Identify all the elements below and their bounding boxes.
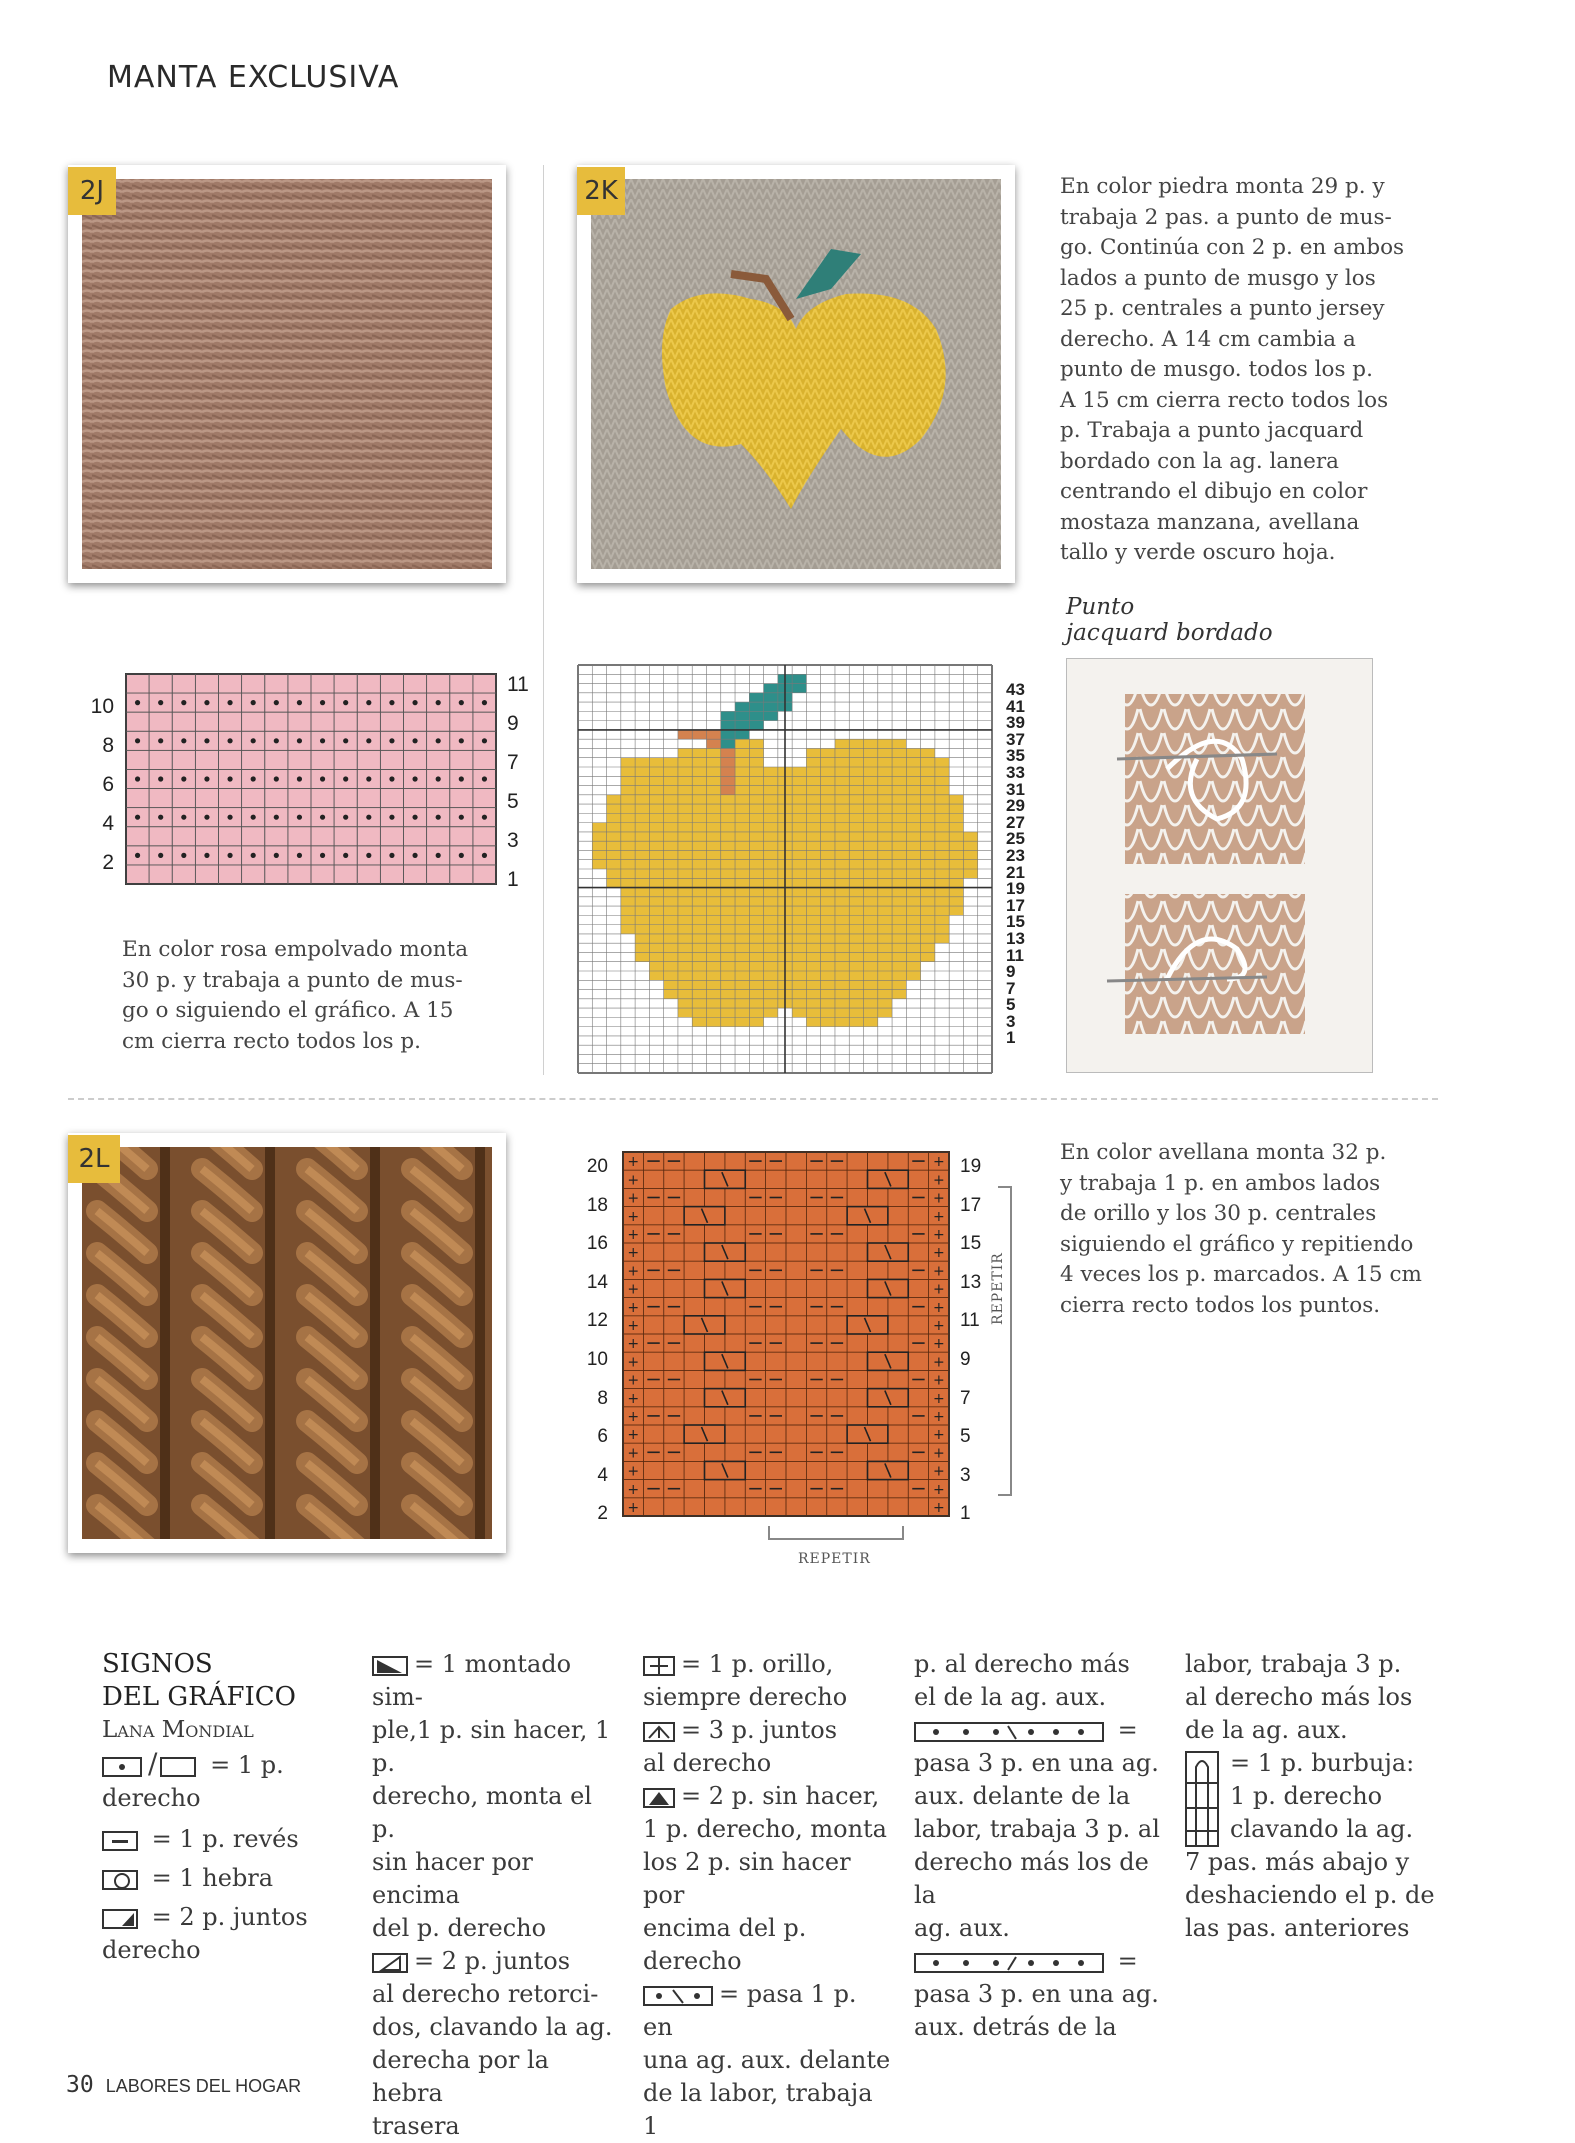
selvedge-mark: + [932, 1390, 945, 1407]
purl-dot [366, 738, 371, 743]
purl-dot [343, 776, 348, 781]
purl-dot [389, 738, 394, 743]
purl-dot [436, 776, 441, 781]
purl-dot [135, 738, 140, 743]
purl-dot [158, 815, 163, 820]
instructions-2j: En color rosa empolvado monta 30 p. y trabaja a punto de mus- go o siguiendo el gráfico. A 15 cm cierra recto todos los p. [122, 937, 469, 1054]
purl-dot [366, 815, 371, 820]
selvedge-mark: + [627, 1463, 640, 1480]
purl-dot [251, 853, 256, 858]
purl-dot [135, 776, 140, 781]
k2tog-tbl-symbol [372, 1953, 408, 1973]
swatch-2l-photo [68, 1133, 506, 1553]
apple-jacquard-swatch [591, 179, 1001, 569]
apple-cell [792, 1008, 892, 1017]
purl-dot [389, 815, 394, 820]
k3tog-symbol [643, 1722, 675, 1742]
stem-cell [706, 739, 720, 748]
swatch-2j-photo [68, 165, 506, 583]
purl-dot [436, 738, 441, 743]
selvedge-mark: + [627, 1299, 640, 1316]
purl-dot [436, 815, 441, 820]
purl-dot [389, 776, 394, 781]
purl-dot [274, 738, 279, 743]
purl-dot [227, 853, 232, 858]
repeat-bracket-vertical [998, 1186, 1012, 1496]
purl-dot [320, 853, 325, 858]
stem-cell [721, 748, 735, 757]
chart-2j-right-labels: 11 9 7 5 3 1 [507, 673, 529, 891]
purl-dot [251, 815, 256, 820]
stem-cell [721, 767, 735, 776]
selvedge-mark: + [627, 1172, 640, 1189]
purl-dot [320, 700, 325, 705]
s2kp-symbol [643, 1788, 675, 1808]
purl-dot [436, 700, 441, 705]
apple-cell [806, 748, 934, 757]
repeat-label-horizontal: REPETIR [798, 1551, 871, 1567]
purl-dot [204, 815, 209, 820]
selvedge-mark: + [627, 1281, 640, 1298]
selvedge-mark: + [932, 1227, 945, 1243]
selvedge-symbol [643, 1656, 675, 1676]
purl-dot [251, 776, 256, 781]
selvedge-mark: + [627, 1190, 640, 1207]
duplicate-stitch-illustration [1066, 658, 1373, 1073]
selvedge-mark: + [932, 1281, 945, 1298]
repeat-bracket-horizontal [768, 1526, 904, 1540]
legend-brand: Lana Mondial [102, 1717, 254, 1743]
selvedge-mark: + [932, 1154, 945, 1171]
purl-dot [320, 776, 325, 781]
purl-dot [181, 776, 186, 781]
apple-cell [806, 1017, 877, 1026]
inset-title: Punto jacquard bordado [1066, 594, 1273, 646]
purl-dot [181, 815, 186, 820]
purl-dot [274, 853, 279, 858]
selvedge-mark: + [932, 1318, 945, 1334]
stem-cell [721, 786, 735, 795]
purl-dot [366, 700, 371, 705]
instructions-2l: En color avellana monta 32 p. y trabaja 1 p. en ambos lados de orillo y los 30 p. centrales siguiendo el gráfico y repitiendo 4 veces los p. marcados. A 15 cm cierra recto todos los puntos. [1060, 1140, 1422, 1318]
k2tog-symbol [102, 1909, 138, 1929]
tag-2l: 2L [68, 1135, 120, 1183]
page-number: 30 [66, 2072, 94, 2098]
selvedge-mark: + [932, 1500, 945, 1516]
purl-dot [227, 700, 232, 705]
purl-dot [204, 853, 209, 858]
garter-stitch-texture [82, 179, 492, 569]
purl-dot [343, 738, 348, 743]
instructions-2k: En color piedra monta 29 p. y trabaja 2 pas. a punto de mus- go. Continúa con 2 p. en ambos lados a punto de musgo y los 25 p. centrales a punto jersey derecho. A 14 cm cambia a punto de musgo. todos los p. A 15 cm cierra recto todos los p. Trabaja a punto jacquard bordado con la ag. lanera centrando el dibujo en color mostaza manzana, avellana tallo y verde oscuro hoja. [1060, 174, 1405, 565]
bubble-stitch-symbol [1185, 1751, 1219, 1847]
purl-dot [412, 853, 417, 858]
leaf-cell [721, 739, 735, 748]
selvedge-mark: + [627, 1318, 640, 1334]
purl-dot [135, 700, 140, 705]
purl-dot [482, 853, 487, 858]
purl-dot [297, 738, 302, 743]
selvedge-mark: + [627, 1500, 640, 1516]
chart-2l-cable-grid [621, 1150, 951, 1518]
purl-dot [297, 815, 302, 820]
purl-dot [320, 815, 325, 820]
purl-dot [204, 738, 209, 743]
purl-dot [297, 853, 302, 858]
purl-dot [459, 700, 464, 705]
yarn-over-symbol [102, 1870, 138, 1890]
selvedge-mark: + [627, 1263, 640, 1280]
stem-cell [721, 776, 735, 785]
purl-dot [412, 815, 417, 820]
chart-2j-grid [124, 672, 498, 886]
skp-symbol [372, 1656, 408, 1676]
apple-cell [835, 739, 906, 748]
legend-title-1: SIGNOS [102, 1649, 213, 1679]
legend-knit-symbol: / = 1 p. [102, 1747, 332, 1782]
purl-dot [436, 853, 441, 858]
purl-dot [227, 815, 232, 820]
selvedge-mark: + [627, 1208, 640, 1225]
stitch-diagram [1067, 659, 1372, 1072]
stem-cell [721, 758, 735, 767]
selvedge-mark: + [932, 1172, 945, 1189]
section-divider [68, 1098, 1438, 1100]
purl-dot [204, 700, 209, 705]
purl-dot [251, 738, 256, 743]
purl-dot [343, 815, 348, 820]
purl-dot [482, 776, 487, 781]
purl-dot [343, 700, 348, 705]
purl-dot [366, 853, 371, 858]
purl-dot [459, 776, 464, 781]
purl-symbol [102, 1831, 138, 1851]
tag-2j: 2J [68, 167, 116, 215]
selvedge-mark: + [932, 1481, 945, 1498]
purl-dot [227, 776, 232, 781]
selvedge-mark: + [627, 1227, 640, 1243]
apple-cell [692, 1017, 763, 1026]
purl-dot [181, 738, 186, 743]
column-divider [543, 165, 544, 1075]
magazine-name: LABORES DEL HOGAR [105, 2076, 302, 2096]
tag-2k: 2K [577, 167, 625, 215]
selvedge-mark: + [627, 1372, 640, 1389]
cable-3x3-front-symbol [914, 1722, 1104, 1742]
chart-2j-left-labels: 10 8 6 4 2 [90, 695, 114, 874]
purl-dot [274, 776, 279, 781]
selvedge-mark: + [932, 1372, 945, 1389]
purl-dot [204, 776, 209, 781]
selvedge-mark: + [627, 1390, 640, 1407]
selvedge-mark: + [627, 1245, 640, 1262]
purl-dot [459, 815, 464, 820]
purl-dot [482, 738, 487, 743]
selvedge-mark: + [932, 1445, 945, 1462]
legend-col-1: SIGNOS DEL GRÁFICO Lana Mondial / = 1 p. derecho = 1 p. revés = 1 hebra = 2 p. juntos derecho [102, 1648, 332, 1967]
empty-box-symbol [160, 1757, 196, 1777]
swatch-2k-photo [577, 165, 1015, 583]
chart-2l-left-labels: 20 18 16 14 12 10 8 6 4 2 [586, 1156, 608, 1525]
page-footer [66, 2072, 301, 2098]
purl-dot [297, 776, 302, 781]
selvedge-mark: + [932, 1190, 945, 1207]
purl-dot [135, 853, 140, 858]
selvedge-mark: + [627, 1409, 640, 1425]
cable-3x3-back-symbol [914, 1953, 1104, 1973]
selvedge-mark: + [932, 1463, 945, 1480]
purl-dot [343, 853, 348, 858]
selvedge-mark: + [627, 1154, 640, 1171]
selvedge-mark: + [932, 1336, 945, 1353]
chart-2k-row-labels: 43 41 39 37 35 33 31 29 27 25 23 21 19 17 15 13 11 9 7 5 3 1 [1006, 680, 1025, 1048]
repeat-label-vertical: REPETIR [990, 1252, 1006, 1325]
chart-2l-right-labels: 19 17 15 13 11 9 7 5 3 1 [960, 1156, 982, 1525]
purl-dot [274, 815, 279, 820]
purl-dot [389, 853, 394, 858]
selvedge-mark: + [627, 1427, 640, 1444]
purl-dot [412, 776, 417, 781]
cable-stitch-texture [82, 1147, 492, 1539]
purl-dot [158, 853, 163, 858]
purl-dot [158, 700, 163, 705]
purl-dot [412, 738, 417, 743]
purl-dot [158, 738, 163, 743]
selvedge-mark: + [932, 1427, 945, 1444]
apple-cell [678, 1008, 778, 1017]
purl-dot [320, 738, 325, 743]
purl-dot [251, 700, 256, 705]
legend-col-4: p. al derecho más el de la ag. aux. = pasa 3 p. en una ag. aux. delante de la labor, trabaja 3 p. al derecho más los de la ag. aux. = pasa 3 p. en una ag. aux. detrás de la [914, 1650, 1160, 2041]
selvedge-mark: + [627, 1336, 640, 1353]
purl-dot [274, 700, 279, 705]
purl-dot [459, 738, 464, 743]
purl-dot [482, 700, 487, 705]
purl-dot [482, 815, 487, 820]
selvedge-mark: + [627, 1481, 640, 1498]
selvedge-mark: + [932, 1263, 945, 1280]
legend-col-5: labor, trabaja 3 p. al derecho más los de la ag. aux. = 1 p. burbuja: 1 p. derecho clavando la ag. 7 pas. más abajo y deshaciendo el p. de las pas. anteriores [1185, 1650, 1435, 1942]
selvedge-mark: + [932, 1299, 945, 1316]
leaf-cell [721, 721, 764, 730]
selvedge-mark: + [932, 1409, 945, 1425]
selvedge-mark: + [932, 1208, 945, 1225]
selvedge-mark: + [932, 1354, 945, 1371]
selvedge-mark: + [932, 1245, 945, 1262]
purl-dot [227, 738, 232, 743]
purl-dot [366, 776, 371, 781]
purl-dot [389, 700, 394, 705]
purl-dot [297, 700, 302, 705]
purl-dot [459, 853, 464, 858]
chart-2k-apple-grid [576, 663, 994, 1075]
legend-title-2: DEL GRÁFICO [102, 1682, 296, 1712]
cross-1-symbol [643, 1986, 713, 2006]
purl-dot [135, 815, 140, 820]
selvedge-mark: + [627, 1354, 640, 1371]
purl-dot [181, 853, 186, 858]
purl-dot [412, 700, 417, 705]
page-title: MANTA EXCLUSIVA [107, 60, 400, 95]
selvedge-mark: + [627, 1445, 640, 1462]
purl-dot [158, 776, 163, 781]
purl-dot [181, 700, 186, 705]
legend-col-2: = 1 montado sim- ple,1 p. sin hacer, 1 p. derecho, monta el p. sin hacer por encima del p. derecho = 2 p. juntos al derecho retorci- dos, clavando la ag. derecha por la hebra trasera [372, 1650, 613, 2140]
knit-dot-symbol [102, 1757, 142, 1777]
legend-col-3: = 1 p. orillo, siempre derecho = 3 p. juntos al derecho = 2 p. sin hacer, 1 p. derecho, monta los 2 p. sin hacer por encima del p. derecho = pasa 1 p. en una ag. aux. delante de la labor, trabaja 1 [643, 1650, 891, 2140]
